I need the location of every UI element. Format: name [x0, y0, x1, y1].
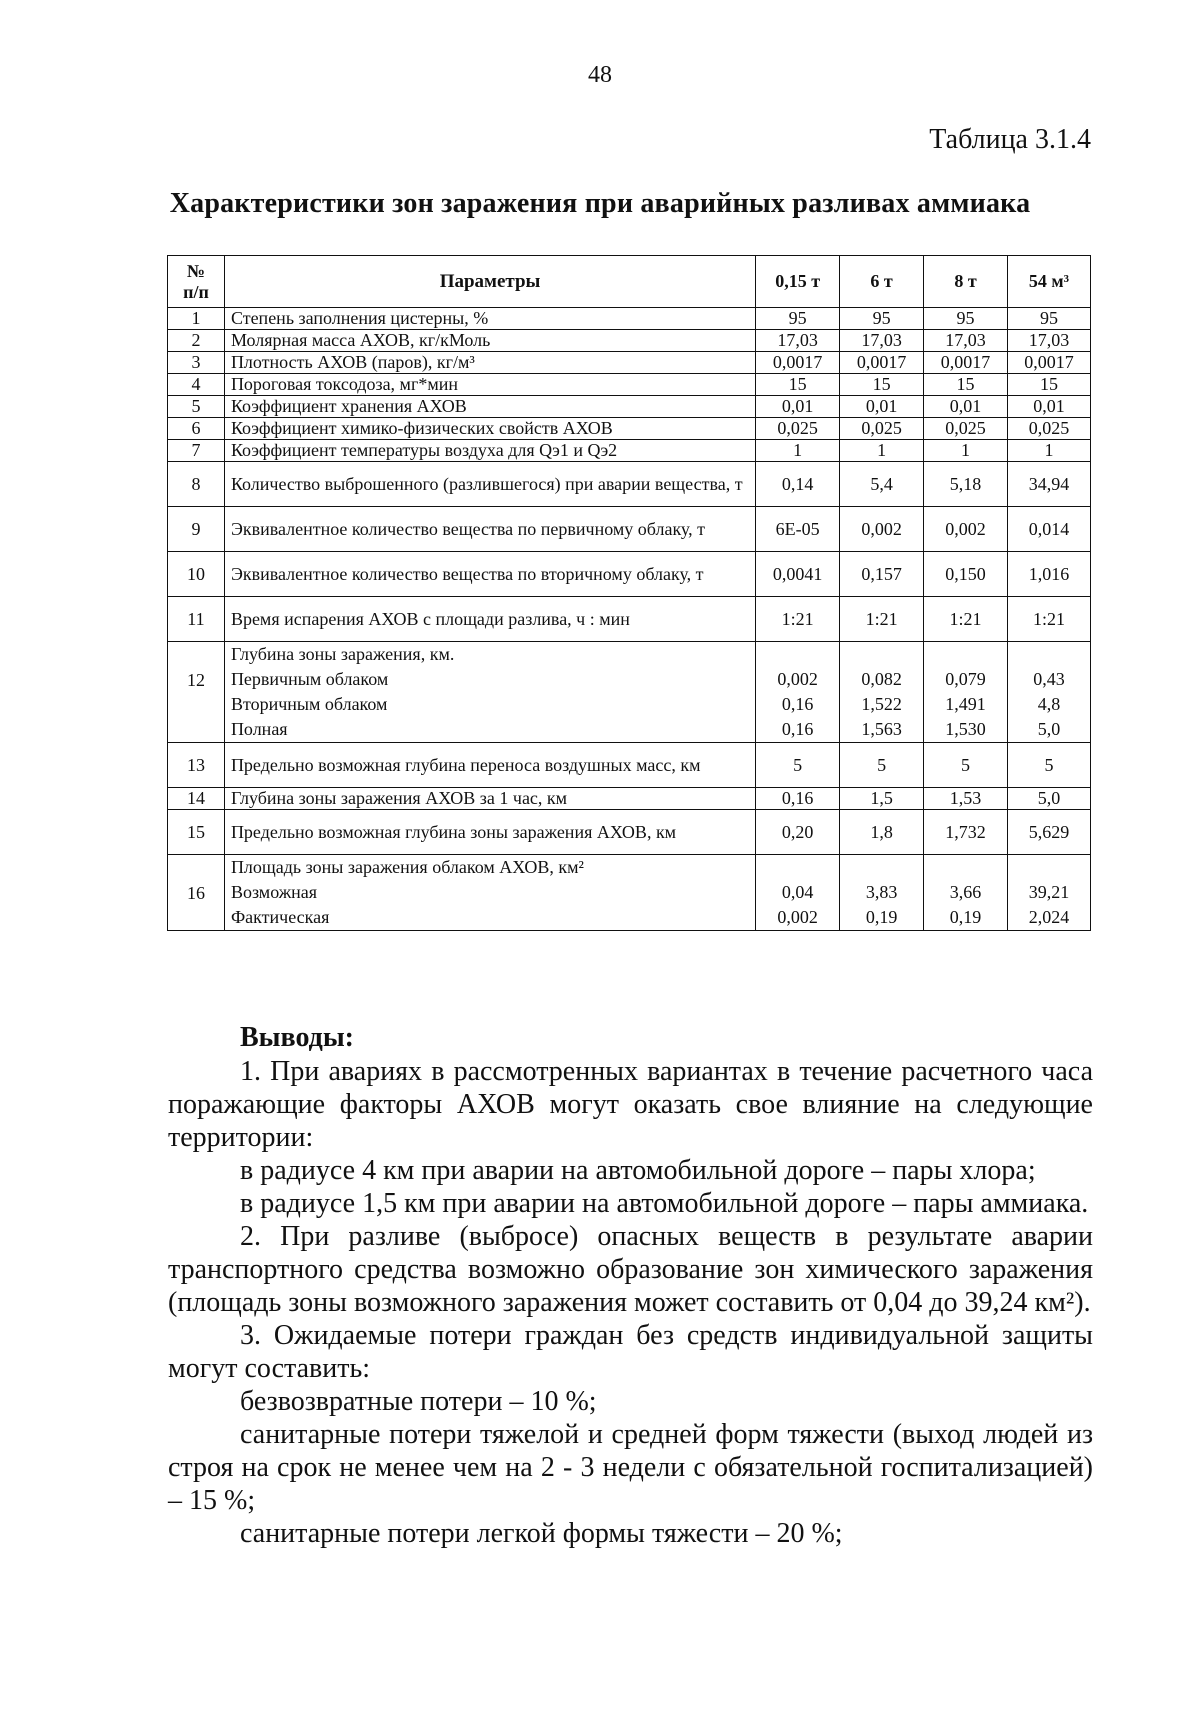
value-line: 0,43	[1033, 669, 1065, 689]
row-value	[840, 855, 924, 931]
row-value: 0,002	[924, 507, 1008, 552]
table-row	[168, 507, 1091, 552]
row-value: 1:21	[1008, 597, 1091, 642]
value-line: 0,19	[949, 907, 982, 927]
row-value: 0,014	[1008, 507, 1091, 552]
conclusions-body	[168, 1055, 1093, 1550]
row-value: 1	[1008, 440, 1091, 462]
conclusions-heading: Выводы:	[240, 1022, 355, 1053]
table-caption: Таблица 3.1.4	[929, 124, 1091, 155]
row-value: 95	[756, 308, 840, 330]
row-number: 15	[168, 810, 225, 855]
paragraph-1: 1. При авариях в рассмотренных вариантах в течение расчетного часа поражающие факторы АХОВ могут оказать свое влияние на следующие территории:	[168, 1056, 1093, 1153]
row-value: 5,0	[1008, 788, 1091, 810]
row-value: 0,025	[756, 418, 840, 440]
row-value	[756, 642, 840, 743]
header-number: № п/п	[168, 256, 225, 308]
row-value: 1,016	[1008, 552, 1091, 597]
table-row	[168, 330, 1091, 352]
row-value: 1,732	[924, 810, 1008, 855]
row-value: 5,629	[1008, 810, 1091, 855]
row-value: 1,5	[840, 788, 924, 810]
row-value: 0,025	[840, 418, 924, 440]
row-value: 0,01	[924, 396, 1008, 418]
row-value	[756, 855, 840, 931]
row-value: 17,03	[1008, 330, 1091, 352]
header-col-3: 8 т	[924, 256, 1008, 308]
row-number: 4	[168, 374, 225, 396]
row-value: 1:21	[756, 597, 840, 642]
row-value	[1008, 855, 1091, 931]
table-row	[168, 418, 1091, 440]
row-value: 5,4	[840, 462, 924, 507]
table-row	[168, 855, 1091, 931]
value-line: 2,024	[1028, 907, 1070, 927]
row-parameter: Глубина зоны заражения АХОВ за 1 час, км	[224, 788, 755, 810]
parameter-line: Первичным облаком	[230, 669, 389, 689]
page-number: 48	[588, 62, 612, 88]
row-value: 0,0041	[756, 552, 840, 597]
table-row	[168, 810, 1091, 855]
row-parameter: Степень заполнения цистерны, %	[224, 308, 755, 330]
row-number: 10	[168, 552, 225, 597]
parameter-line: Возможная	[230, 882, 318, 902]
row-value	[1008, 642, 1091, 743]
table-row	[168, 642, 1091, 743]
row-value: 5	[840, 743, 924, 788]
row-value: 0,01	[1008, 396, 1091, 418]
parameter-line: Фактическая	[230, 907, 330, 927]
value-line: 4,8	[1037, 694, 1061, 714]
paragraph-5: 3. Ожидаемые потери граждан без средств индивидуальной защиты могут составить:	[168, 1320, 1093, 1384]
row-value: 1,8	[840, 810, 924, 855]
row-value: 15	[840, 374, 924, 396]
row-value: 1	[840, 440, 924, 462]
row-value: 34,94	[1008, 462, 1091, 507]
table-row	[168, 440, 1091, 462]
value-line: 0,16	[781, 719, 814, 739]
row-value: 0,157	[840, 552, 924, 597]
row-parameter	[224, 855, 755, 931]
row-value: 0,01	[840, 396, 924, 418]
row-value	[924, 642, 1008, 743]
row-value	[924, 855, 1008, 931]
row-parameter	[224, 642, 755, 743]
row-number: 16	[168, 855, 225, 931]
value-line: 3,66	[949, 882, 982, 902]
row-value: 1:21	[924, 597, 1008, 642]
row-value: 17,03	[840, 330, 924, 352]
value-line: 5,0	[1037, 719, 1061, 739]
row-number: 14	[168, 788, 225, 810]
row-value: 5	[756, 743, 840, 788]
row-number: 1	[168, 308, 225, 330]
paragraph-6: безвозвратные потери – 10 %;	[240, 1386, 597, 1417]
row-number: 7	[168, 440, 225, 462]
row-parameter: Пороговая токсодоза, мг*мин	[224, 374, 755, 396]
row-number: 12	[168, 642, 225, 743]
row-value: 95	[924, 308, 1008, 330]
row-value: 0,0017	[924, 352, 1008, 374]
header-params: Параметры	[224, 256, 755, 308]
table-row	[168, 462, 1091, 507]
row-value: 1	[756, 440, 840, 462]
row-value: 15	[924, 374, 1008, 396]
value-line: 0,002	[777, 669, 818, 689]
row-value: 95	[840, 308, 924, 330]
row-number: 13	[168, 743, 225, 788]
header-col-4: 54 м³	[1008, 256, 1091, 308]
paragraph-8: санитарные потери легкой формы тяжести – 20 %;	[240, 1518, 843, 1549]
row-value: 5,18	[924, 462, 1008, 507]
parameter-line: Полная	[230, 719, 288, 739]
row-number: 8	[168, 462, 225, 507]
value-line: 0,19	[865, 907, 898, 927]
value-line: 3,83	[865, 882, 898, 902]
parameter-line: Площадь зоны заражения облаком АХОВ, км²	[230, 857, 584, 877]
row-value: 0,0017	[756, 352, 840, 374]
paragraph-2: в радиусе 4 км при аварии на автомобильной дороге – пары хлора;	[240, 1155, 1036, 1186]
value-line: 39,21	[1028, 882, 1070, 902]
row-value: 1:21	[840, 597, 924, 642]
value-line: 0,082	[861, 669, 902, 689]
value-line: 1,491	[945, 694, 986, 714]
row-value: 15	[1008, 374, 1091, 396]
row-value: 0,025	[1008, 418, 1091, 440]
row-parameter: Молярная масса АХОВ, кг/кМоль	[224, 330, 755, 352]
row-value: 17,03	[756, 330, 840, 352]
value-line: 0,16	[781, 694, 814, 714]
row-number: 6	[168, 418, 225, 440]
row-parameter: Предельно возможная глубина переноса воздушных масс, км	[224, 743, 755, 788]
value-line: 1,522	[861, 694, 902, 714]
table-row	[168, 743, 1091, 788]
table-row	[168, 597, 1091, 642]
row-parameter: Количество выброшенного (разлившегося) при аварии вещества, т	[224, 462, 755, 507]
table-row	[168, 788, 1091, 810]
paragraph-4: 2. При разливе (выбросе) опасных веществ в результате аварии транспортного средства возможно образование зон химического заражения (площадь зоны возможного заражения может составить от 0,04 до 39,24 км²).	[168, 1221, 1093, 1318]
row-value: 0,150	[924, 552, 1008, 597]
value-line: 1,563	[861, 719, 902, 739]
table-row	[168, 374, 1091, 396]
header-col-2: 6 т	[840, 256, 924, 308]
table-row	[168, 396, 1091, 418]
row-value: 0,16	[756, 788, 840, 810]
row-value: 0,01	[756, 396, 840, 418]
data-table	[167, 255, 1091, 931]
row-number: 11	[168, 597, 225, 642]
row-parameter: Плотность АХОВ (паров), кг/м³	[224, 352, 755, 374]
row-value: 0,002	[840, 507, 924, 552]
table-row	[168, 352, 1091, 374]
row-number: 2	[168, 330, 225, 352]
row-value: 15	[756, 374, 840, 396]
table-header-row	[168, 256, 1091, 308]
table-row	[168, 308, 1091, 330]
row-value: 0,14	[756, 462, 840, 507]
row-parameter: Эквивалентное количество вещества по вторичному облаку, т	[224, 552, 755, 597]
row-value: 17,03	[924, 330, 1008, 352]
value-line: 0,04	[781, 882, 814, 902]
parameter-line: Вторичным облаком	[230, 694, 388, 714]
row-parameter: Предельно возможная глубина зоны заражения АХОВ, км	[224, 810, 755, 855]
row-value: 0,025	[924, 418, 1008, 440]
paragraph-7: санитарные потери тяжелой и средней форм тяжести (выход людей из строя на срок не менее чем на 2 - 3 недели с обязательной госпитализацией) – 15 %;	[168, 1419, 1093, 1516]
row-value: 5	[1008, 743, 1091, 788]
row-number: 3	[168, 352, 225, 374]
row-value	[840, 642, 924, 743]
parameter-line: Глубина зоны заражения, км.	[230, 644, 455, 664]
value-line: 0,079	[945, 669, 986, 689]
row-value: 5	[924, 743, 1008, 788]
row-parameter: Коэффициент температуры воздуха для Qэ1 и Qэ2	[224, 440, 755, 462]
row-number: 5	[168, 396, 225, 418]
table-row	[168, 552, 1091, 597]
table-title: Характеристики зон заражения при аварийных разливах аммиака	[169, 188, 1031, 219]
paragraph-3: в радиусе 1,5 км при аварии на автомобильной дороге – пары аммиака.	[240, 1188, 1089, 1219]
row-value: 1,53	[924, 788, 1008, 810]
row-parameter: Коэффициент хранения АХОВ	[224, 396, 755, 418]
row-value: 95	[1008, 308, 1091, 330]
row-value: 6E-05	[756, 507, 840, 552]
row-value: 0,20	[756, 810, 840, 855]
row-value: 0,0017	[840, 352, 924, 374]
row-value: 0,0017	[1008, 352, 1091, 374]
row-parameter: Коэффициент химико-физических свойств АХОВ	[224, 418, 755, 440]
row-parameter: Эквивалентное количество вещества по первичному облаку, т	[224, 507, 755, 552]
row-parameter: Время испарения АХОВ с площади разлива, ч : мин	[224, 597, 755, 642]
row-value: 1	[924, 440, 1008, 462]
value-line: 0,002	[777, 907, 818, 927]
row-number: 9	[168, 507, 225, 552]
header-col-1: 0,15 т	[756, 256, 840, 308]
value-line: 1,530	[945, 719, 986, 739]
